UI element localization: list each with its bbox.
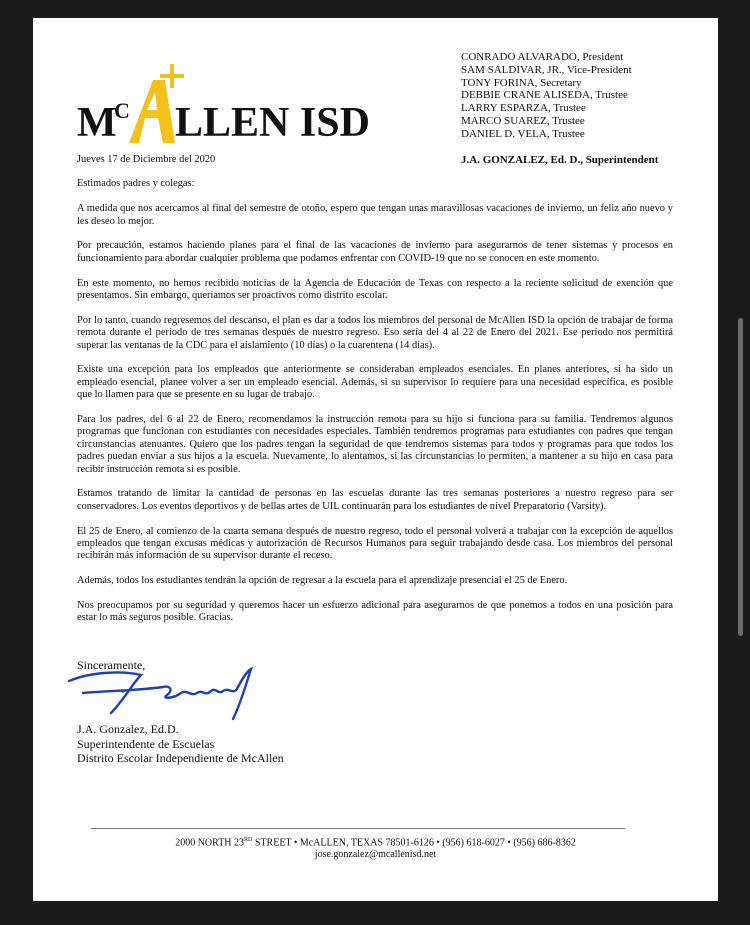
address-ordinal: RD bbox=[244, 837, 253, 843]
svg-text:LLEN ISD: LLEN ISD bbox=[175, 100, 370, 146]
board-of-trustees bbox=[461, 51, 632, 141]
paragraph: A medida que nos acercamos al final del semestre de otoño, espero que tengan unas maravillosas vacaciones de invierno, un feliz año nuevo y les deseo lo mejor. bbox=[77, 203, 673, 227]
closing: Sinceramente, bbox=[77, 658, 146, 672]
paragraph: Por precaución, estamos haciendo planes para el final de las vacaciones de invierno para asegurarnos de tener sistemas y procesos en funcionamiento para abordar cualquier problema que podamos enfrentar con COVID-19 que no se conocen en este momento. bbox=[77, 240, 673, 264]
board-member: MARCO SUAREZ, Trustee bbox=[461, 114, 585, 127]
paragraph: Además, todos los estudiantes tendrán la opción de regresar a la escuela para el aprendizaje presencial el 25 de Enero. bbox=[77, 575, 568, 587]
letter-page bbox=[33, 18, 718, 901]
paragraph: Nos preocupamos por su seguridad y queremos hacer un esfuerzo adicional para asegurarnos de que ponemos a todos en una posición para estar lo más seguros posible. Gracias. bbox=[77, 600, 673, 624]
handwritten-signature bbox=[63, 661, 263, 721]
svg-text:M: M bbox=[77, 100, 117, 146]
board-member: DEBBIE CRANE ALISEDA, Trustee bbox=[461, 89, 628, 102]
footer-divider bbox=[91, 828, 625, 829]
signer-organization: Distrito Escolar Independiente de McAllen bbox=[77, 751, 284, 765]
paragraph: El 25 de Enero, al comienzo de la cuarta semana después de nuestro regreso, todo el personal volverá a trabajar con la excepción de aquellos empleados que tengan excusas médicas y autorización de Recursos Humanos para seguir trabajando desde casa. Los miembros del personal recibirán más información de su supervisor durante el receso. bbox=[77, 525, 673, 562]
board-member: DANIEL D. VELA, Trustee bbox=[461, 127, 585, 140]
superintendent-line: J.A. GONZALEZ, Ed. D., Superintendent bbox=[461, 154, 659, 166]
letter-body bbox=[77, 154, 673, 637]
letter-date: Jueves 17 de Diciembre del 2020 bbox=[77, 154, 216, 165]
paragraph: Existe una excepción para los empleados que anteriormente se consideraban empleados esenciales. En planes anteriores, si ha sido un empleado esencial, planee volver a ser un empleado esencial. Además, si su supervisor lo requiere para una necesidad específica, es posible que lo llamen para que se presente en su lugar de trabajo. bbox=[77, 364, 673, 401]
board-member: LARRY ESPARZA, Trustee bbox=[461, 102, 586, 115]
mcallen-isd-logo bbox=[77, 58, 370, 148]
paragraph: Para los padres, del 6 al 22 de Enero, recomendamos la instrucción remota para su hijo si funciona para su familia. Tendremos algunos programas que funcionan con estudiantes con necesidades especiales. También tendremos programas para estudiantes con padres que tengan circunstancias atenuantes. Quiero que los padres tengan la seguridad de que tendremos sistemas para todos y programas para que todos los padres puedan enviar a sus hijos a la escuela. Nuevamente, lo alentamos, si las circunstancias lo permiten, a mantener a su hijo en casa para recibir instrucción remota si es posible. bbox=[77, 414, 673, 475]
signer-name: J.A. Gonzalez, Ed.D. bbox=[77, 722, 179, 736]
board-member: SAM SALDIVAR, JR., Vice-President bbox=[461, 63, 632, 76]
board-member: CONRADO ALVARADO, President bbox=[461, 51, 624, 63]
paragraph: Estamos tratando de limitar la cantidad de personas en las escuelas durante las tres semanas posteriores a nuestro regreso para ser conservadores. Los eventos deportivos y de bellas artes de UIL continuarán para los estudiantes de nivel Preparatorio (Varsity). bbox=[77, 488, 673, 512]
footer-email[interactable]: jose.gonzalez@mcallenisd.net bbox=[314, 849, 437, 861]
greeting: Estimados padres y colegas: bbox=[77, 178, 195, 190]
footer-address bbox=[33, 834, 718, 849]
signer-title: Superintendente de Escuelas bbox=[77, 736, 215, 751]
paragraph: En este momento, no hemos recibido noticias de la Agencia de Educación de Texas con respecto a la reciente solicitud de exención que presentamos. Sin embargo, queríamos ser proactivos como distrito escolar. bbox=[77, 277, 673, 302]
svg-text:C: C bbox=[114, 98, 130, 123]
footer bbox=[33, 834, 718, 861]
address-rest: STREET • McALLEN, TEXAS 78501-6126 • (956) 618-6027 • (956) 686-8362 bbox=[252, 837, 576, 849]
board-member: TONY FORINA, Secretary bbox=[461, 76, 582, 89]
paragraph: Por lo tanto, cuando regresemos del descanso, el plan es dar a todos los miembros del personal de McAllen ISD la opción de trabajar de forma remota durante el período de tres semanas después de nuestro regreso. Eso sería del 4 al 22 de Enero del 2021. Ese período nos permitirá superar las ventanas de la CDC para el aislamiento (10 días) o la cuarentena (14 días). bbox=[77, 314, 673, 351]
signature-block bbox=[77, 722, 284, 766]
address-street-number: 2000 NORTH 23 bbox=[175, 837, 245, 849]
viewer-scrollbar[interactable] bbox=[738, 318, 743, 636]
